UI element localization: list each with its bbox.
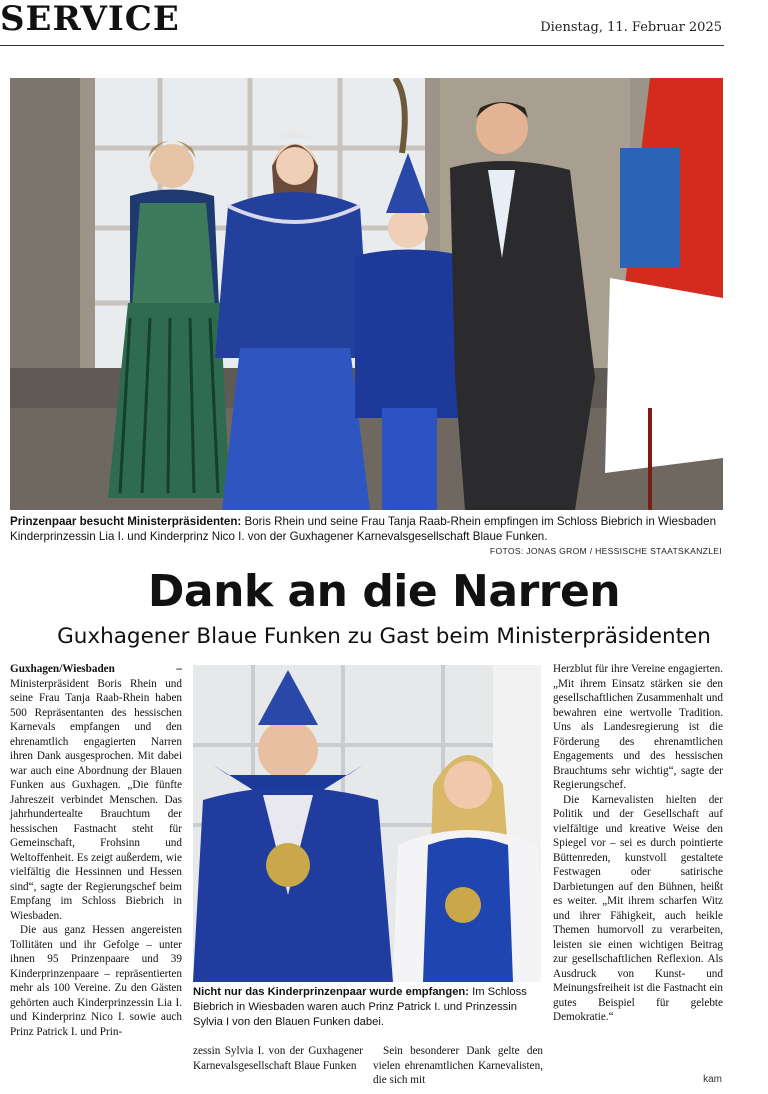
photo-credit: FOTOS: JONAS GROM / HESSISCHE STAATSKANZLEI xyxy=(489,546,722,556)
main-photo xyxy=(10,78,723,510)
article-column-middle-right xyxy=(373,1044,543,1088)
second-caption-lead: Nicht nur das Kinderprinzenpaar wurde empfangen: xyxy=(193,986,469,998)
author-byline: kam xyxy=(703,1074,722,1085)
article-column-middle-left xyxy=(193,1044,363,1073)
article-paragraph: Die Karnevalisten hielten der Politik und der Gesellschaft auf vielfältige und kreative Weise den Spiegel vor – sei es durch pointierte Büttenreden, kunstvoll gestaltete Festwagen oder satirische Darbietungen auf den Bühnen, heißt es weiter. „Mit ihrem scharfen Witz und ihrer Fähigkeit, auch heikle Themen humorvoll zu verarbeiten, leisten sie einen wichtigen Beitrag zur gesellschaftlichen Reflexion. Als Ausdruck von Kunst- und Meinungsfreiheit ist die Fastnacht ein gutes Beispiel für gelebte Demokratie.“ xyxy=(553,793,723,1023)
main-caption-text: Boris Rhein und seine Frau Tanja Raab-Rhein empfingen im Schloss Biebrich in Wiesbaden Kinderprinzessin Lia I. und Kinderprinz Nico I. von der Guxhagener Karnevalsgesellschaft Blaue Funken. xyxy=(10,515,717,543)
second-caption-text: Im Schloss Biebrich in Wiesbaden waren auch Prinz Patrick I. und Prinzessin Sylvia I von den Blauen Funken dabei. xyxy=(193,986,527,1028)
article-paragraph: Die aus ganz Hessen angereisten Tollitäten und ihr Gefolge – unter ihnen 95 Prinzenpaare und 39 Kinderprinzenpaare – repräsentierten mehr als 100 Vereine. Zu den Gästen gehörten auch Kinderprinzessin Lia I. und Kinderprinz Nico I. sowie auch Prinz Patrick I. und Prin- xyxy=(10,924,182,1038)
header-rule xyxy=(0,45,724,46)
second-photo-caption xyxy=(193,985,543,1030)
issue-date: Dienstag, 11. Februar 2025 xyxy=(540,20,722,35)
article-dateline: Guxhagen/Wiesbaden – xyxy=(10,663,182,675)
section-title: SERVICE xyxy=(0,0,180,39)
article-paragraph: zessin Sylvia I. von der Guxhagener Karnevalsgesellschaft Blaue Funken xyxy=(193,1045,363,1072)
main-caption-lead: Prinzenpaar besucht Ministerpräsidenten: xyxy=(10,515,242,528)
article-subheadline: Guxhagener Blaue Funken zu Gast beim Ministerpräsidenten xyxy=(57,624,711,649)
article-paragraph xyxy=(10,662,182,923)
main-photo-caption xyxy=(10,514,722,544)
second-photo xyxy=(193,665,541,982)
article-column-right xyxy=(553,662,723,1025)
article-paragraph: Herzblut für ihre Vereine engagierten. „Mit ihrem Einsatz stärken sie den gesellschaftlichen Zusammenhalt und bewahren eine wertvolle Tradition. Uns als Landesregierung ist die Förderung des ehrenamtlichen Engagements und des hessischen Brauchtums sehr wichtig“, sagte der Regierungschef. xyxy=(553,663,723,791)
article-headline: Dank an die Narren xyxy=(147,566,621,617)
paragraph-text: Ministerpräsident Boris Rhein und seine Frau Tanja Raab-Rhein haben 500 Repräsentanten des hessischen Karnevals empfangen und den ehrenamtlich engagierten Narren ihren Dank ausgesprochen. Mit dabei war auch eine Abordnung der Blauen Funken aus Guxhagen. „Die fünfte Jahreszeit verbindet Menschen. Das jahrhundertealte Brauchtum der hessischen Fastnacht steht für Gemeinschaft, Frohsinn und Weltoffenheit. Es zeigt außerdem, wie vielfältig die Hessinnen und Hessen sind“, sagte der Regierungschef beim Empfang im Schloss Biebrich in Wiesbaden. xyxy=(10,677,182,922)
article-column-left xyxy=(10,662,182,1039)
article-paragraph: Sein besonderer Dank gelte den vielen ehrenamtlichen Karnevalisten, die sich mit xyxy=(373,1045,543,1086)
